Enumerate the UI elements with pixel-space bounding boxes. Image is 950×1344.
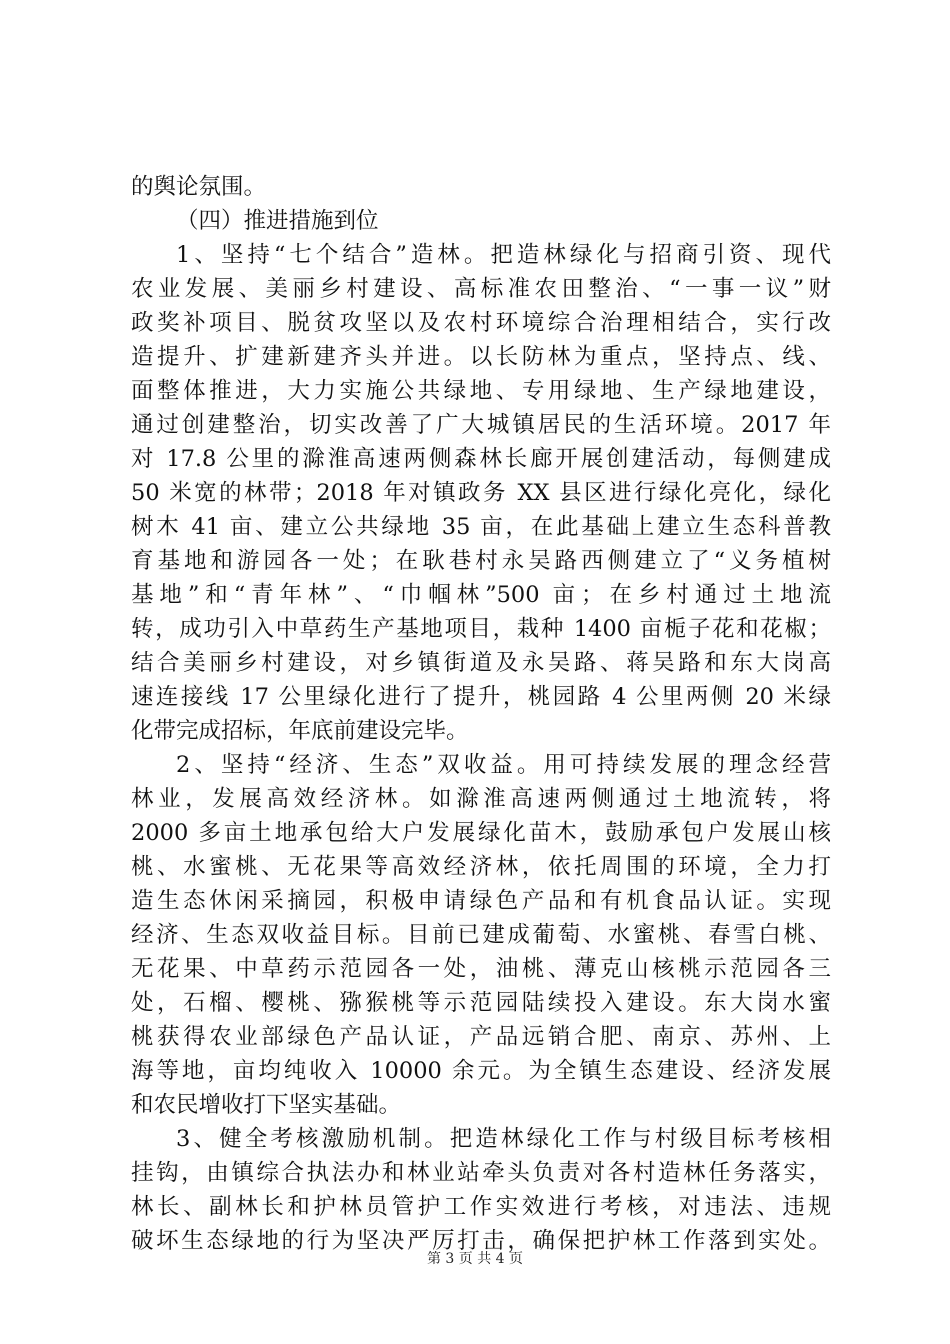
document-body [131,170,831,1258]
text-line: 育基地和游园各一处；在耿巷村永吴路西侧建立了“义务植树 [131,548,831,574]
text-line: 经济、生态双收益目标。目前已建成葡萄、水蜜桃、春雪白桃、 [131,922,831,948]
text-line: 2000 多亩土地承包给大户发展绿化苗木，鼓励承包户发展山核 [131,820,831,846]
text-line: 和农民增收打下坚实基础。 [131,1092,402,1118]
text-line: 处，石榴、樱桃、猕猴桃等示范园陆续投入建设。东大岗水蜜 [131,990,831,1016]
text-line: （四）推进措施到位 [176,208,379,234]
text-line: 通过创建整治，切实改善了广大城镇居民的生活环境。2017 年 [131,412,831,438]
text-line: 基地”和“青年林”、“巾帼林”500 亩；在乡村通过土地流 [131,582,831,608]
text-line: 2、坚持“经济、生态”双收益。用可持续发展的理念经营 [176,752,831,778]
text-line: 政奖补项目、脱贫攻坚以及农村环境综合治理相结合，实行改 [131,310,831,336]
text-line: 林长、副林长和护林员管护工作实效进行考核，对违法、违规 [131,1194,831,1220]
text-line: 面整体推进，大力实施公共绿地、专用绿地、生产绿地建设， [131,378,831,404]
text-line: 的舆论氛围。 [131,174,267,200]
text-line: 桃获得农业部绿色产品认证，产品远销合肥、南京、苏州、上 [131,1024,831,1050]
text-line: 50 米宽的林带；2018 年对镇政务 XX 县区进行绿化亮化，绿化 [131,480,831,506]
text-line: 速连接线 17 公里绿化进行了提升，桃园路 4 公里两侧 20 米绿 [131,684,831,710]
text-line: 桃、水蜜桃、无花果等高效经济林，依托周围的环境，全力打 [131,854,831,880]
text-line: 化带完成招标，年底前建设完毕。 [131,718,469,744]
page-footer: 第 3 页 共 4 页 [426,1251,524,1267]
text-line: 3、健全考核激励机制。把造林绿化工作与村级目标考核相 [176,1126,831,1152]
text-line: 无花果、中草药示范园各一处，油桃、薄克山核桃示范园各三 [131,956,831,982]
text-line: 海等地，亩均纯收入 10000 余元。为全镇生态建设、经济发展 [131,1058,831,1084]
text-line: 1、坚持“七个结合”造林。把造林绿化与招商引资、现代 [176,242,831,268]
text-line: 造提升、扩建新建齐头并进。以长防林为重点，坚持点、线、 [131,344,831,370]
text-line: 林业，发展高效经济林。如滁淮高速两侧通过土地流转，将 [131,786,831,812]
text-line: 结合美丽乡村建设，对乡镇街道及永吴路、蒋吴路和东大岗高 [131,650,831,676]
text-line: 农业发展、美丽乡村建设、高标准农田整治、“一事一议”财 [131,276,831,302]
text-line: 树木 41 亩、建立公共绿地 35 亩，在此基础上建立生态科普教 [131,514,831,540]
text-line: 造生态休闲采摘园，积极申请绿色产品和有机食品认证。实现 [131,888,831,914]
text-line: 转，成功引入中草药生产基地项目，栽种 1400 亩栀子花和花椒； [131,616,831,642]
text-line: 挂钩，由镇综合执法办和林业站牵头负责对各村造林任务落实， [131,1160,831,1186]
text-line: 破坏生态绿地的行为坚决严厉打击，确保把护林工作落到实处。 [131,1228,831,1254]
text-line: 对 17.8 公里的滁淮高速两侧森林长廊开展创建活动，每侧建成 [131,446,831,472]
